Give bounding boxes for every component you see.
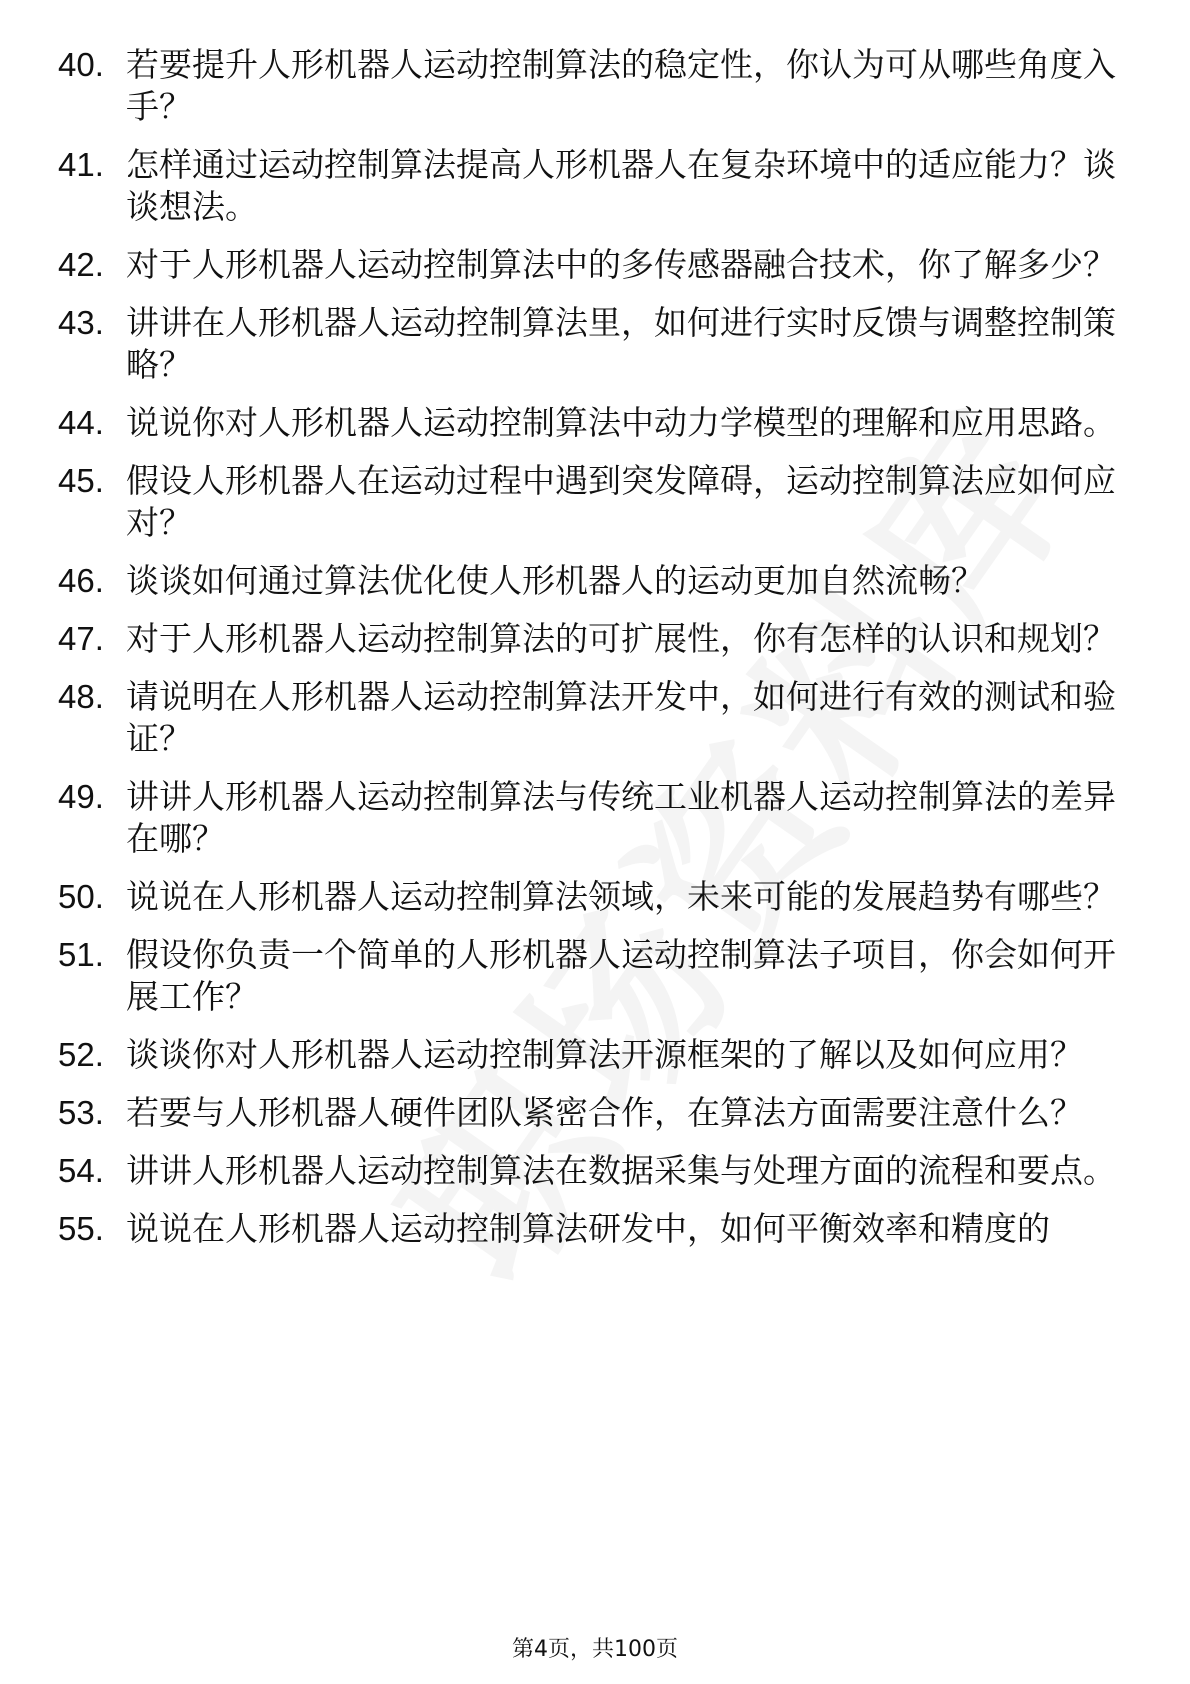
page-number-footer: 第4页，共100页 <box>512 1637 678 1662</box>
question-number: 42. <box>58 246 104 283</box>
question-text: 讲讲在人形机器人运动控制算法里，如何进行实时反馈与调整控制策略？ <box>126 303 1116 384</box>
question-text: 说说你对人形机器人运动控制算法中动力学模型的理解和应用思路。 <box>126 403 1116 442</box>
question-number: 41. <box>58 146 104 183</box>
list-item <box>58 44 1118 128</box>
list-item <box>58 302 1118 386</box>
list-item <box>58 1092 1118 1134</box>
question-list <box>58 44 1118 1266</box>
list-item <box>58 244 1118 286</box>
list-item <box>58 144 1118 228</box>
question-number: 45. <box>58 462 104 499</box>
question-text: 对于人形机器人运动控制算法的可扩展性，你有怎样的认识和规划？ <box>126 619 1116 658</box>
question-text: 说说在人形机器人运动控制算法领域，未来可能的发展趋势有哪些？ <box>126 877 1116 916</box>
question-text: 假设你负责一个简单的人形机器人运动控制算法子项目，你会如何开展工作？ <box>126 935 1116 1016</box>
question-number: 54. <box>58 1152 104 1189</box>
question-number: 40. <box>58 46 104 83</box>
question-number: 46. <box>58 562 104 599</box>
list-item <box>58 934 1118 1018</box>
question-text: 若要与人形机器人硬件团队紧密合作，在算法方面需要注意什么？ <box>126 1093 1083 1132</box>
list-item <box>58 460 1118 544</box>
question-number: 53. <box>58 1094 104 1131</box>
question-text: 讲讲人形机器人运动控制算法与传统工业机器人运动控制算法的差异在哪？ <box>126 777 1116 858</box>
question-number: 49. <box>58 778 104 815</box>
question-text: 说说在人形机器人运动控制算法研发中，如何平衡效率和精度的 <box>126 1209 1050 1248</box>
list-item <box>58 1208 1118 1250</box>
question-text: 谈谈你对人形机器人运动控制算法开源框架的了解以及如何应用？ <box>126 1035 1083 1074</box>
question-text: 若要提升人形机器人运动控制算法的稳定性，你认为可从哪些角度入手？ <box>126 45 1116 126</box>
question-text: 讲讲人形机器人运动控制算法在数据采集与处理方面的流程和要点。 <box>126 1151 1116 1190</box>
question-text: 假设人形机器人在运动过程中遇到突发障碍，运动控制算法应如何应对？ <box>126 461 1116 542</box>
list-item <box>58 1150 1118 1192</box>
question-text: 请说明在人形机器人运动控制算法开发中，如何进行有效的测试和验证？ <box>126 677 1116 758</box>
question-number: 48. <box>58 678 104 715</box>
question-number: 47. <box>58 620 104 657</box>
list-item <box>58 676 1118 760</box>
list-item <box>58 776 1118 860</box>
list-item <box>58 402 1118 444</box>
question-number: 44. <box>58 404 104 441</box>
question-number: 51. <box>58 936 104 973</box>
list-item <box>58 876 1118 918</box>
question-number: 50. <box>58 878 104 915</box>
list-item <box>58 618 1118 660</box>
question-text: 谈谈如何通过算法优化使人形机器人的运动更加自然流畅？ <box>126 561 984 600</box>
question-number: 52. <box>58 1036 104 1073</box>
question-text: 怎样通过运动控制算法提高人形机器人在复杂环境中的适应能力？谈谈想法。 <box>126 145 1116 226</box>
list-item <box>58 1034 1118 1076</box>
list-item <box>58 560 1118 602</box>
question-text: 对于人形机器人运动控制算法中的多传感器融合技术，你了解多少？ <box>126 245 1116 284</box>
question-number: 55. <box>58 1210 104 1247</box>
question-number: 43. <box>58 304 104 341</box>
